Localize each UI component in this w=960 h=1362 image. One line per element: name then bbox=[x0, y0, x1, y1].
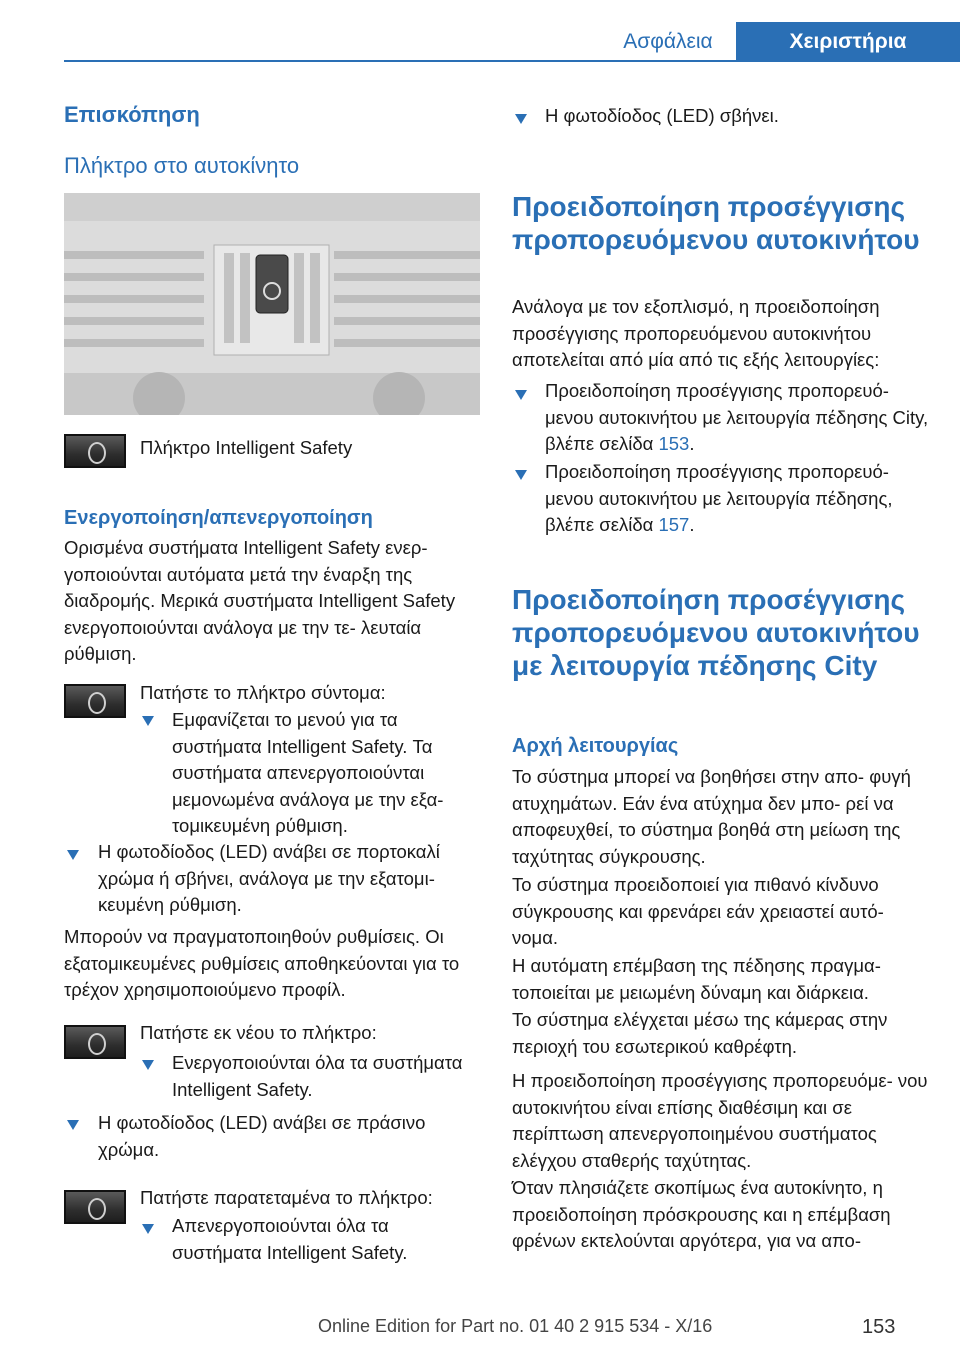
principle-paragraph-4: Το σύστημα ελέγχεται μέσω της κάμερας στην περιοχή του εσωτερικού καθρέφτη. bbox=[512, 1009, 888, 1057]
principle-paragraph-1: Το σύστημα μπορεί να βοηθήσει στην απο‐ φυγή ατυχημάτων. Εάν ένα ατύχημα δεν μπο‐ ρεί να αποφευχθεί, το σύστημα βοηθά στη μείωση της ταχύτητας σύγκρουσης. bbox=[512, 766, 911, 867]
edition-footer: Online Edition for Part no. 01 40 2 915 534 - X/16 bbox=[318, 1316, 713, 1336]
settings-text: Μπορούν να πραγματοποιηθούν ρυθμίσεις. Οι εξατομικευμένες ρυθμίσεις αποθηκεύονται για το τρέχον χρησιμοποιούμενο προφίλ. bbox=[64, 926, 460, 1000]
triangle-bullet-icon bbox=[142, 1224, 154, 1234]
led-green-text: Η φωτοδίοδος (LED) ανάβει σε πράσινο χρώμα. bbox=[98, 1112, 426, 1160]
activation-heading: Ενεργοποίηση/απενεργοποίηση bbox=[64, 507, 373, 529]
press-again-text: Πατήστε εκ νέου το πλήκτρο: bbox=[140, 1022, 377, 1043]
press-again-bullet: Ενεργοποιούνται όλα τα συστήματα Intelligent Safety. bbox=[172, 1052, 463, 1100]
intelligent-safety-button-icon bbox=[64, 684, 126, 718]
city-braking-heading: Προειδοποίηση προσέγγισης προπορευόμενου αυτοκινήτου με λειτουργία πέδησης City bbox=[512, 584, 920, 681]
bullet-city-text: Προειδοποίηση προσέγγισης προπορευό‐ μενου αυτοκινήτου με λειτουργία πέδησης City, βλέπε σελίδα bbox=[545, 380, 929, 454]
principle-heading: Αρχή λειτουργίας bbox=[512, 735, 679, 757]
triangle-bullet-icon bbox=[142, 716, 154, 726]
activation-text: Ορισμένα συστήματα Intelligent Safety ενερ‐ γοποιούνται αυτόματα μετά την έναρξη της διαδρομής. Μερικά συστήματα Intelligent Safety ενεργοποιούνται ανάλογα με την τε‐ λευταία ρύθμιση. bbox=[64, 537, 456, 664]
triangle-bullet-icon bbox=[515, 114, 527, 124]
principle-paragraph-6: Όταν πλησιάζετε σκοπίμως ένα αυτοκίνητο, η προειδοποίηση πρόσκρουσης και η επέμβαση φρένων εκτελούνται αργότερα, για να απο‐ bbox=[512, 1177, 891, 1251]
triangle-bullet-icon bbox=[142, 1060, 154, 1070]
intelligent-safety-button-icon bbox=[64, 1025, 126, 1059]
intelligent-safety-button-icon bbox=[64, 434, 126, 468]
tab-safety[interactable]: Ασφάλεια bbox=[623, 30, 713, 53]
principle-paragraph-5: Η προειδοποίηση προσέγγισης προπορευόμε‐ νου αυτοκινήτου είναι επίσης διαθέσιμη και σε περίπτωση απενεργοποιημένου συστήματος ελέγχου σταθερής ταχύτητας. bbox=[512, 1070, 928, 1171]
press-long-bullet: Απενεργοποιούνται όλα τα συστήματα Intelligent Safety. bbox=[172, 1215, 408, 1263]
tab-controls[interactable]: Χειριστήρια bbox=[736, 22, 960, 62]
triangle-bullet-icon bbox=[67, 1120, 79, 1130]
press-long-text: Πατήστε παρατεταμένα το πλήκτρο: bbox=[140, 1187, 433, 1208]
button-caption: Πλήκτρο Intelligent Safety bbox=[140, 437, 353, 458]
dashboard-photo bbox=[64, 193, 480, 415]
press-briefly-text: Πατήστε το πλήκτρο σύντομα: bbox=[140, 682, 386, 703]
page-link-157[interactable]: 157 bbox=[658, 514, 690, 535]
bullet-city-braking: Προειδοποίηση προσέγγισης προπορευό‐ μενου αυτοκινήτου με λειτουργία πέδησης City, βλέπε σελίδα 153. bbox=[545, 380, 929, 454]
bullet-braking: Προειδοποίηση προσέγγισης προπορευό‐ μενου αυτοκινήτου με λειτουργία πέδησης, βλέπε σελίδα 157. bbox=[545, 461, 893, 535]
led-off-text: Η φωτοδίοδος (LED) σβήνει. bbox=[545, 105, 779, 126]
button-heading: Πλήκτρο στο αυτοκίνητο bbox=[64, 153, 300, 178]
triangle-bullet-icon bbox=[515, 390, 527, 400]
overview-heading: Επισκόπηση bbox=[64, 102, 200, 127]
warning-heading: Προειδοποίηση προσέγγισης προπορευόμενου αυτοκινήτου bbox=[512, 191, 920, 255]
principle-paragraph-2: Το σύστημα προειδοποιεί για πιθανό κίνδυνο σύγκρουσης και φρενάρει εάν χρειαστεί αυτό‐ νομα. bbox=[512, 874, 884, 948]
principle-paragraph-3: Η αυτόματη επέμβαση της πέδησης πραγμα‐ τοποιείται με μειωμένη δύναμη και διάρκεια. bbox=[512, 955, 881, 1003]
warning-text: Ανάλογα με τον εξοπλισμό, η προειδοποίηση προσέγγισης προπορευόμενου αυτοκινήτου αποτελείται από μία από τις εξής λειτουργίες: bbox=[512, 296, 880, 370]
led-orange-text: Η φωτοδίοδος (LED) ανάβει σε πορτοκαλί χρώμα ή σβήνει, ανάλογα με την εξατομι‐ κευμένη ρύθμιση. bbox=[98, 841, 440, 915]
triangle-bullet-icon bbox=[67, 850, 79, 860]
triangle-bullet-icon bbox=[515, 470, 527, 480]
intelligent-safety-button-icon bbox=[64, 1190, 126, 1224]
bullet-braking-text: Προειδοποίηση προσέγγισης προπορευό‐ μενου αυτοκινήτου με λειτουργία πέδησης, βλέπε σελίδα bbox=[545, 461, 893, 535]
press-briefly-bullet: Εμφανίζεται το μενού για τα συστήματα Intelligent Safety. Τα συστήματα απενεργοποιούνται μεμονωμένα ανάλογα με την εξα‐ τομικευμένη ρύθμιση. bbox=[172, 709, 444, 836]
page-link-153[interactable]: 153 bbox=[658, 433, 690, 454]
page-number: 153 bbox=[862, 1316, 896, 1338]
